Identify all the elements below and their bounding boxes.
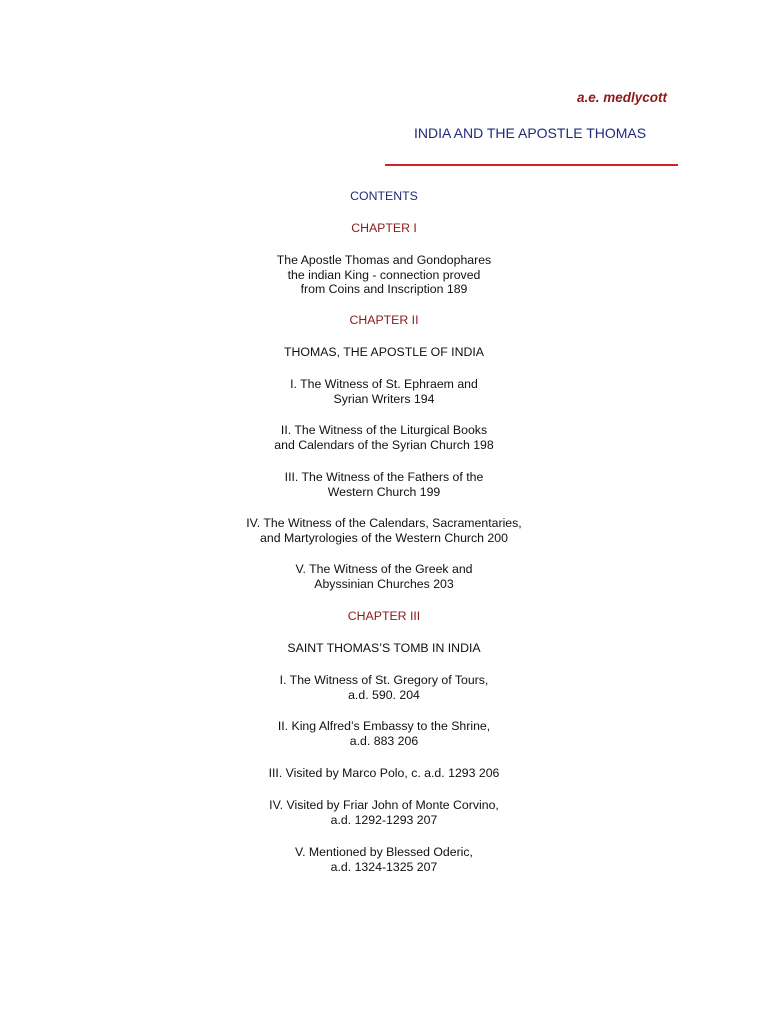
book-title: INDIA AND THE APOSTLE THOMAS [414, 125, 647, 141]
toc-entry [0, 253, 768, 297]
chapter-2-heading: CHAPTER II [349, 313, 419, 327]
toc-entry-line: IV. The Witness of the Calendars, Sacramentaries, [246, 516, 522, 530]
toc-entry-line: a.d. 1324-1325 207 [330, 859, 438, 874]
toc-entry [0, 470, 768, 499]
toc-entry-line: a.d. 883 206 [349, 733, 419, 748]
toc-entry-line: and Calendars of the Syrian Church 198 [274, 437, 494, 452]
toc-entry [0, 719, 768, 748]
toc-entry [0, 377, 768, 406]
toc-entry-line: a.d. 1292-1293 207 [330, 812, 438, 827]
toc-entry-line: Syrian Writers 194 [333, 391, 435, 406]
title-divider [385, 164, 678, 166]
toc-entry [0, 798, 768, 827]
toc-entry-line: Western Church 199 [327, 484, 441, 499]
toc-entry-line: V. Mentioned by Blessed Oderic, [295, 845, 473, 859]
chapter-3-heading: CHAPTER III [347, 609, 421, 623]
toc-entry-line: II. King Alfred’s Embassy to the Shrine, [277, 719, 491, 733]
toc-entry [0, 423, 768, 452]
toc-entry [0, 562, 768, 591]
chapter-2-section-title: THOMAS, THE APOSTLE OF INDIA [284, 345, 484, 359]
toc-entry-line: a.d. 590. 204 [348, 687, 420, 702]
toc-entry [0, 516, 768, 545]
toc-entry [0, 673, 768, 702]
toc-entry-line: I. The Witness of St. Ephraem and [290, 377, 478, 391]
toc-entry-line: from Coins and Inscription 189 [300, 282, 468, 296]
toc-entry-line: III. The Witness of the Fathers of the [284, 470, 484, 484]
toc-entry [0, 766, 768, 781]
contents-heading: CONTENTS [350, 189, 418, 203]
toc-entry-line: and Martyrologies of the Western Church 200 [260, 530, 508, 545]
toc-entry [0, 845, 768, 874]
toc-entry-line: II. The Witness of the Liturgical Books [280, 423, 488, 437]
toc-entry-line: The Apostle Thomas and Gondophares [276, 253, 492, 267]
toc-entry-line: V. The Witness of the Greek and [295, 562, 473, 576]
chapter-1-heading: CHAPTER I [351, 221, 417, 235]
toc-entry-line: III. Visited by Marco Polo, c. a.d. 1293 206 [268, 766, 500, 780]
toc-entry-line: the indian King - connection proved [287, 267, 481, 282]
toc-entry-line: IV. Visited by Friar John of Monte Corvino, [269, 798, 499, 812]
chapter-3-section-title: SAINT THOMAS’S TOMB IN INDIA [287, 641, 481, 655]
toc-entry-line: Abyssinian Churches 203 [314, 576, 454, 591]
toc-entry-line: I. The Witness of St. Gregory of Tours, [279, 673, 489, 687]
author-name: a.e. medlycott [576, 90, 667, 105]
